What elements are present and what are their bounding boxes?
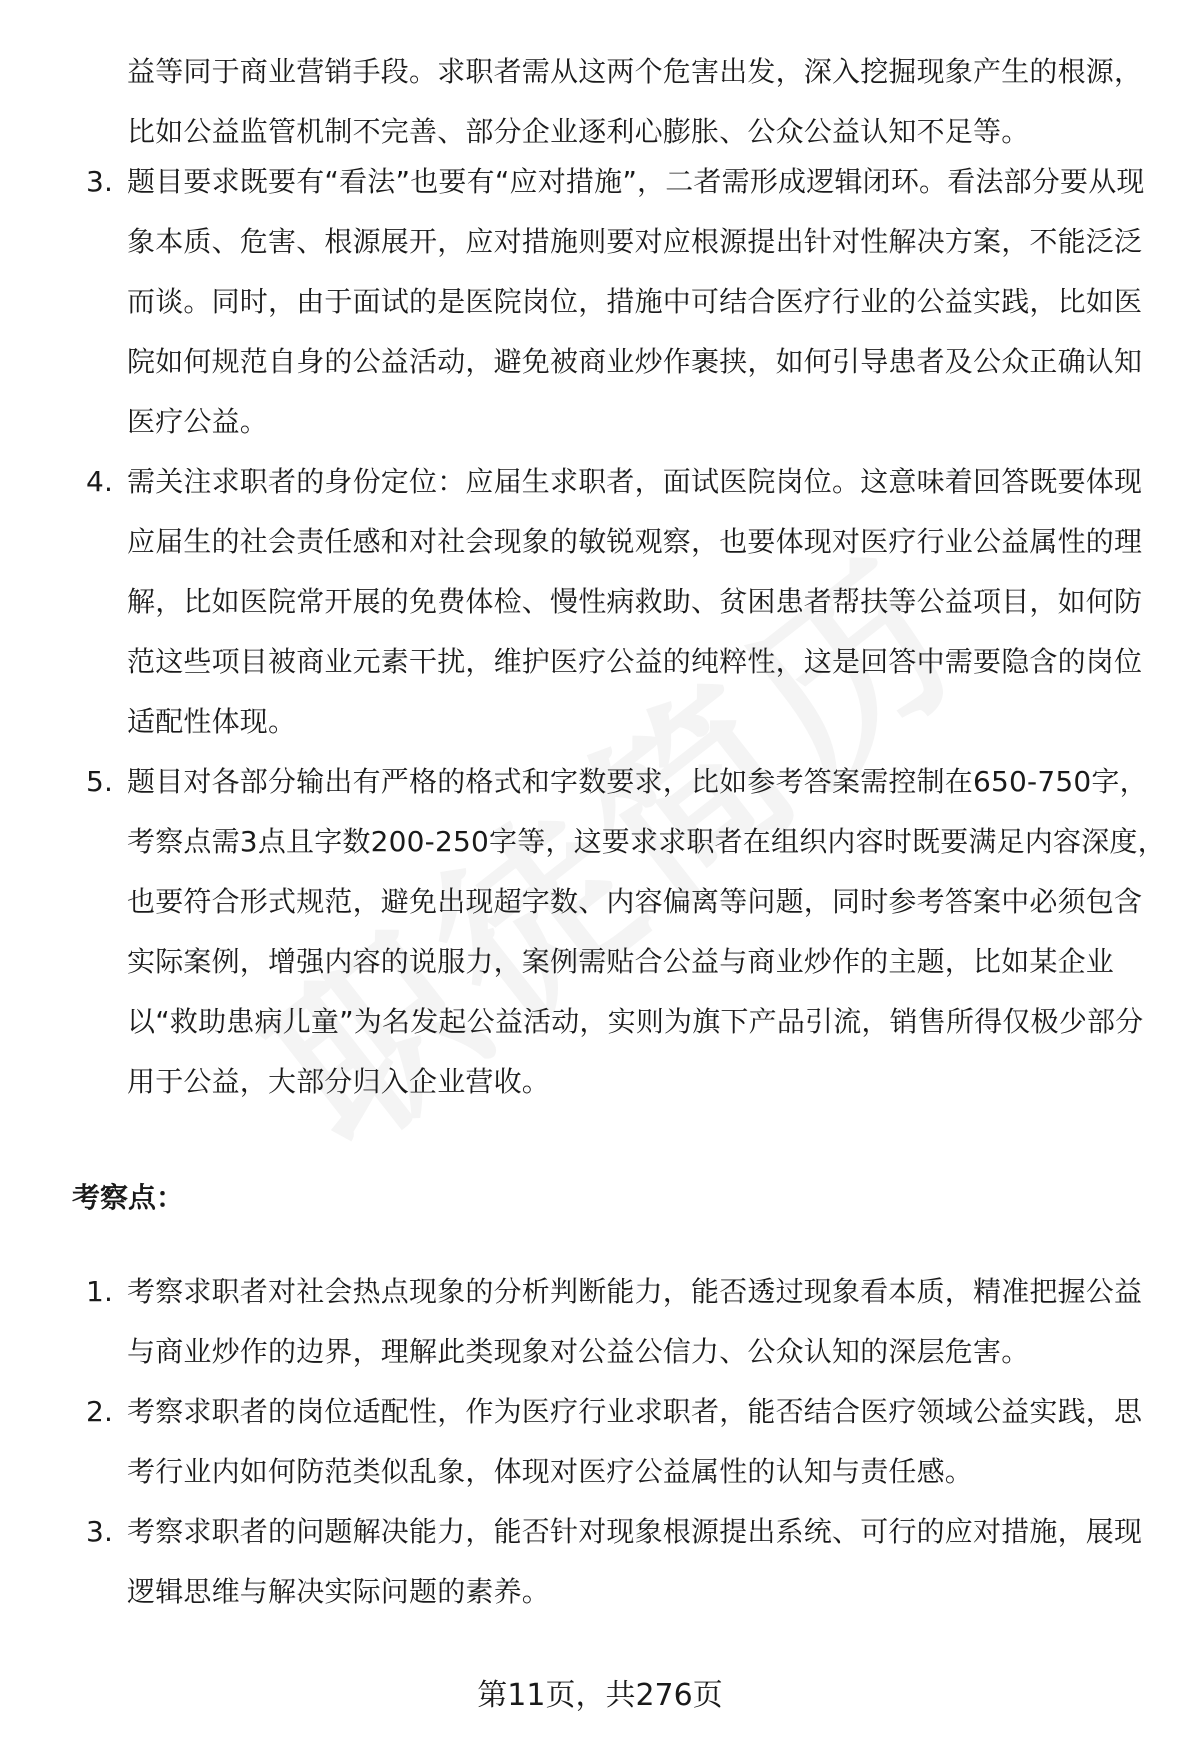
list-item-number: 3. [86, 1515, 114, 1548]
exam-points-list [0, 1262, 1200, 1622]
list-item-text: 考察求职者对社会热点现象的分析判断能力，能否透过现象看本质，精准把握公益与商业炒作的边界，理解此类现象对公益公信力、公众认知的深层危害。 [127, 1275, 1143, 1368]
list-item [0, 1502, 1167, 1622]
list-item-text: 考察求职者的岗位适配性，作为医疗行业求职者，能否结合医疗领域公益实践，思考行业内如何防范类似乱象，体现对医疗公益属性的认知与责任感。 [127, 1395, 1143, 1488]
list-item-number: 1. [86, 1275, 114, 1308]
list-item [0, 1382, 1167, 1502]
list-item-text: 题目要求既要有“看法”也要有“应对措施”，二者需形成逻辑闭环。看法部分要从现象本质、危害、根源展开，应对措施则要对应根源提出针对性解决方案，不能泛泛而谈。同时，由于面试的是医院岗位，措施中可结合医疗行业的公益实践，比如医院如何规范自身的公益活动，避免被商业炒作裹挟，如何引导患者及公众正确认知医疗公益。 [127, 165, 1145, 438]
list-item-number: 2. [86, 1395, 114, 1428]
list-item-text: 题目对各部分输出有严格的格式和字数要求，比如参考答案需控制在650-750字，考察点需3点且字数200-250字等，这要求求职者在组织内容时既要满足内容深度，也要符合形式规范，避免出现超字数、内容偏离等问题，同时参考答案中必须包含实际案例，增强内容的说服力，案例需贴合公益与商业炒作的主题，比如某企业以“救助患病儿童”为名发起公益活动，实则为旗下产品引流，销售所得仅极少部分用于公益，大部分归入企业营收。 [127, 765, 1166, 1098]
continued-paragraph: 益等同于商业营销手段。求职者需从这两个危害出发，深入挖掘现象产生的根源，比如公益监管机制不完善、部分企业逐利心膨胀、公众公益认知不足等。 [127, 55, 1143, 148]
list-item [0, 752, 1167, 1112]
list-item-text: 考察求职者的问题解决能力，能否针对现象根源提出系统、可行的应对措施，展现逻辑思维与解决实际问题的素养。 [127, 1515, 1143, 1608]
list-item-number: 5. [86, 765, 114, 798]
list-item-number: 3. [86, 165, 114, 198]
list-item [0, 152, 1167, 452]
analysis-list [0, 152, 1200, 1112]
list-item-number: 4. [86, 465, 114, 498]
page-footer: 第11页，共276页 [477, 1678, 723, 1713]
list-item [0, 452, 1167, 752]
list-item [0, 1262, 1167, 1382]
section-title: 考察点： [72, 1181, 185, 1214]
list-item-text: 需关注求职者的身份定位：应届生求职者，面试医院岗位。这意味着回答既要体现应届生的社会责任感和对社会现象的敏锐观察，也要体现对医疗行业公益属性的理解，比如医院常开展的免费体检、慢性病救助、贫困患者帮扶等公益项目，如何防范这些项目被商业元素干扰，维护医疗公益的纯粹性，这是回答中需要隐含的岗位适配性体现。 [127, 465, 1143, 738]
